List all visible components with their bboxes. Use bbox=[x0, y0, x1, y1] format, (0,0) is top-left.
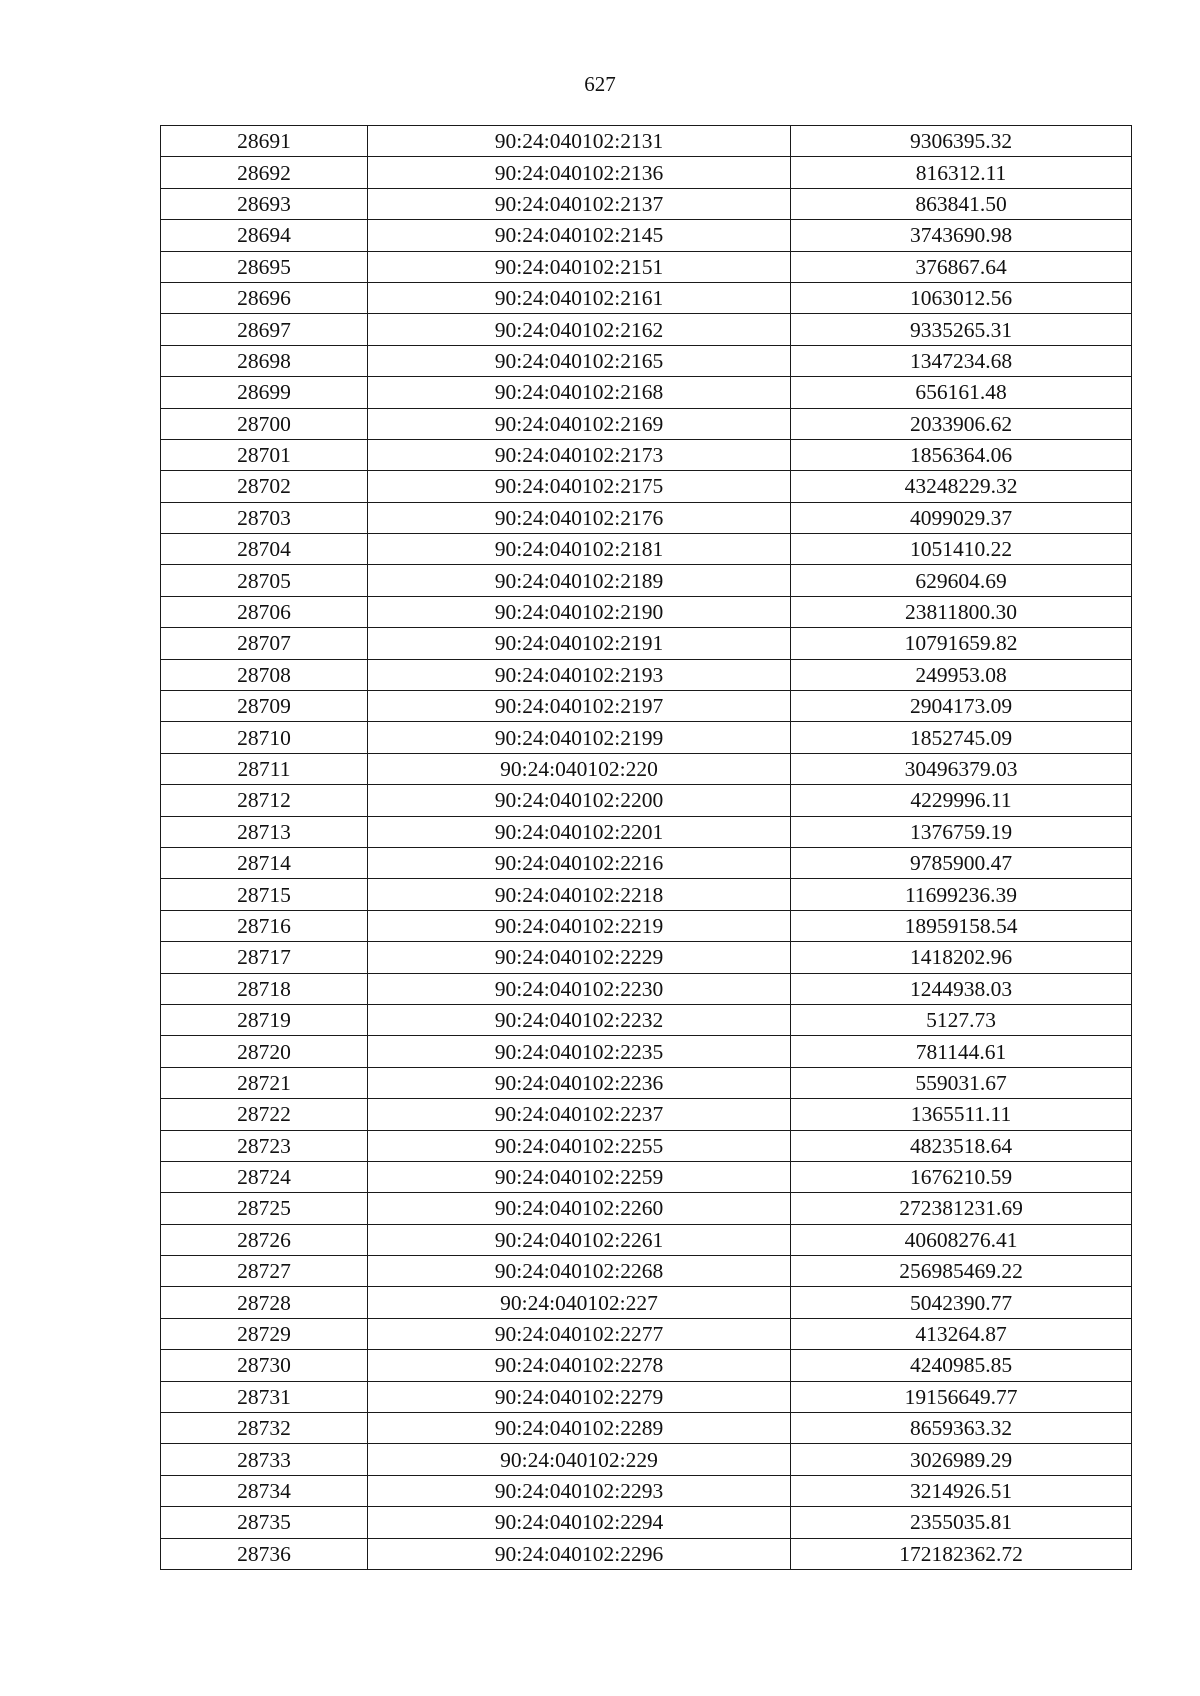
cadastral-number-cell: 90:24:040102:2293 bbox=[368, 1475, 791, 1506]
cadastral-number-cell: 90:24:040102:2268 bbox=[368, 1256, 791, 1287]
cadastral-value-cell: 1365511.11 bbox=[791, 1099, 1132, 1130]
cadastral-number-cell: 90:24:040102:2193 bbox=[368, 659, 791, 690]
row-number-cell: 28707 bbox=[161, 628, 368, 659]
row-number-cell: 28697 bbox=[161, 314, 368, 345]
table-row bbox=[161, 1067, 1132, 1098]
table-row bbox=[161, 628, 1132, 659]
row-number-cell: 28708 bbox=[161, 659, 368, 690]
table-row bbox=[161, 847, 1132, 878]
row-number-cell: 28696 bbox=[161, 282, 368, 313]
table-row bbox=[161, 1193, 1132, 1224]
table-row bbox=[161, 910, 1132, 941]
row-number-cell: 28716 bbox=[161, 910, 368, 941]
row-number-cell: 28736 bbox=[161, 1538, 368, 1569]
row-number-cell: 28735 bbox=[161, 1507, 368, 1538]
table-row bbox=[161, 188, 1132, 219]
cadastral-number-cell: 90:24:040102:2197 bbox=[368, 691, 791, 722]
cadastral-number-cell: 90:24:040102:2260 bbox=[368, 1193, 791, 1224]
cadastral-number-cell: 90:24:040102:2161 bbox=[368, 282, 791, 313]
row-number-cell: 28703 bbox=[161, 502, 368, 533]
row-number-cell: 28726 bbox=[161, 1224, 368, 1255]
cadastral-number-cell: 90:24:040102:2218 bbox=[368, 879, 791, 910]
cadastral-number-cell: 90:24:040102:2199 bbox=[368, 722, 791, 753]
cadastral-number-cell: 90:24:040102:2232 bbox=[368, 1004, 791, 1035]
cadastral-value-cell: 1418202.96 bbox=[791, 942, 1132, 973]
cadastral-value-cell: 4099029.37 bbox=[791, 502, 1132, 533]
row-number-cell: 28718 bbox=[161, 973, 368, 1004]
table-row bbox=[161, 157, 1132, 188]
cadastral-value-cell: 9785900.47 bbox=[791, 847, 1132, 878]
table-row bbox=[161, 785, 1132, 816]
table-row bbox=[161, 408, 1132, 439]
table-row bbox=[161, 471, 1132, 502]
cadastral-number-cell: 90:24:040102:2181 bbox=[368, 534, 791, 565]
cadastral-number-cell: 90:24:040102:2289 bbox=[368, 1413, 791, 1444]
cadastral-number-cell: 90:24:040102:2230 bbox=[368, 973, 791, 1004]
table-row bbox=[161, 1413, 1132, 1444]
cadastral-number-cell: 90:24:040102:229 bbox=[368, 1444, 791, 1475]
table-body bbox=[161, 126, 1132, 1570]
cadastral-number-cell: 90:24:040102:2278 bbox=[368, 1350, 791, 1381]
cadastral-value-cell: 1347234.68 bbox=[791, 345, 1132, 376]
row-number-cell: 28699 bbox=[161, 377, 368, 408]
row-number-cell: 28693 bbox=[161, 188, 368, 219]
row-number-cell: 28717 bbox=[161, 942, 368, 973]
cadastral-value-cell: 4823518.64 bbox=[791, 1130, 1132, 1161]
table-row bbox=[161, 439, 1132, 470]
row-number-cell: 28695 bbox=[161, 251, 368, 282]
table-row bbox=[161, 1130, 1132, 1161]
row-number-cell: 28729 bbox=[161, 1318, 368, 1349]
table-row bbox=[161, 502, 1132, 533]
table-row bbox=[161, 534, 1132, 565]
row-number-cell: 28721 bbox=[161, 1067, 368, 1098]
table-row bbox=[161, 1036, 1132, 1067]
cadastral-number-cell: 90:24:040102:2190 bbox=[368, 596, 791, 627]
table-row bbox=[161, 1004, 1132, 1035]
table-row bbox=[161, 816, 1132, 847]
cadastral-value-cell: 30496379.03 bbox=[791, 753, 1132, 784]
cadastral-value-cell: 3214926.51 bbox=[791, 1475, 1132, 1506]
table-row bbox=[161, 377, 1132, 408]
cadastral-number-cell: 90:24:040102:2145 bbox=[368, 220, 791, 251]
cadastral-number-cell: 90:24:040102:2255 bbox=[368, 1130, 791, 1161]
cadastral-number-cell: 90:24:040102:2189 bbox=[368, 565, 791, 596]
row-number-cell: 28711 bbox=[161, 753, 368, 784]
cadastral-value-cell: 413264.87 bbox=[791, 1318, 1132, 1349]
row-number-cell: 28702 bbox=[161, 471, 368, 502]
row-number-cell: 28692 bbox=[161, 157, 368, 188]
table-row bbox=[161, 251, 1132, 282]
cadastral-value-cell: 11699236.39 bbox=[791, 879, 1132, 910]
table-row bbox=[161, 1444, 1132, 1475]
table-row bbox=[161, 879, 1132, 910]
cadastral-value-cell: 2355035.81 bbox=[791, 1507, 1132, 1538]
page-number: 627 bbox=[584, 72, 616, 96]
table-row bbox=[161, 1099, 1132, 1130]
row-number-cell: 28710 bbox=[161, 722, 368, 753]
cadastral-number-cell: 90:24:040102:2216 bbox=[368, 847, 791, 878]
cadastral-number-cell: 90:24:040102:2259 bbox=[368, 1161, 791, 1192]
cadastral-number-cell: 90:24:040102:2296 bbox=[368, 1538, 791, 1569]
cadastral-value-cell: 1051410.22 bbox=[791, 534, 1132, 565]
cadastral-number-cell: 90:24:040102:2162 bbox=[368, 314, 791, 345]
table-row bbox=[161, 1256, 1132, 1287]
cadastral-number-cell: 90:24:040102:2236 bbox=[368, 1067, 791, 1098]
cadastral-number-cell: 90:24:040102:2277 bbox=[368, 1318, 791, 1349]
cadastral-number-cell: 90:24:040102:2294 bbox=[368, 1507, 791, 1538]
row-number-cell: 28698 bbox=[161, 345, 368, 376]
row-number-cell: 28722 bbox=[161, 1099, 368, 1130]
table-row bbox=[161, 565, 1132, 596]
row-number-cell: 28714 bbox=[161, 847, 368, 878]
table-row bbox=[161, 722, 1132, 753]
cadastral-number-cell: 90:24:040102:2219 bbox=[368, 910, 791, 941]
cadastral-value-cell: 559031.67 bbox=[791, 1067, 1132, 1098]
table-row bbox=[161, 753, 1132, 784]
table-row bbox=[161, 314, 1132, 345]
table-row bbox=[161, 1350, 1132, 1381]
row-number-cell: 28704 bbox=[161, 534, 368, 565]
row-number-cell: 28734 bbox=[161, 1475, 368, 1506]
cadastral-value-cell: 9335265.31 bbox=[791, 314, 1132, 345]
cadastral-value-cell: 4240985.85 bbox=[791, 1350, 1132, 1381]
cadastral-value-cell: 172182362.72 bbox=[791, 1538, 1132, 1569]
cadastral-number-cell: 90:24:040102:2173 bbox=[368, 439, 791, 470]
cadastral-number-cell: 90:24:040102:2175 bbox=[368, 471, 791, 502]
cadastral-value-cell: 1852745.09 bbox=[791, 722, 1132, 753]
cadastral-value-cell: 9306395.32 bbox=[791, 126, 1132, 157]
row-number-cell: 28728 bbox=[161, 1287, 368, 1318]
row-number-cell: 28727 bbox=[161, 1256, 368, 1287]
cadastral-value-cell: 1376759.19 bbox=[791, 816, 1132, 847]
cadastral-number-cell: 90:24:040102:2137 bbox=[368, 188, 791, 219]
row-number-cell: 28731 bbox=[161, 1381, 368, 1412]
row-number-cell: 28733 bbox=[161, 1444, 368, 1475]
row-number-cell: 28691 bbox=[161, 126, 368, 157]
row-number-cell: 28705 bbox=[161, 565, 368, 596]
table-row bbox=[161, 942, 1132, 973]
cadastral-value-cell: 3026989.29 bbox=[791, 1444, 1132, 1475]
table-row bbox=[161, 973, 1132, 1004]
cadastral-number-cell: 90:24:040102:2151 bbox=[368, 251, 791, 282]
row-number-cell: 28723 bbox=[161, 1130, 368, 1161]
row-number-cell: 28730 bbox=[161, 1350, 368, 1381]
row-number-cell: 28709 bbox=[161, 691, 368, 722]
cadastral-value-cell: 816312.11 bbox=[791, 157, 1132, 188]
cadastral-number-cell: 90:24:040102:2237 bbox=[368, 1099, 791, 1130]
cadastral-value-cell: 863841.50 bbox=[791, 188, 1132, 219]
row-number-cell: 28713 bbox=[161, 816, 368, 847]
row-number-cell: 28724 bbox=[161, 1161, 368, 1192]
cadastral-number-cell: 90:24:040102:2136 bbox=[368, 157, 791, 188]
table-row bbox=[161, 1224, 1132, 1255]
cadastral-value-cell: 1244938.03 bbox=[791, 973, 1132, 1004]
row-number-cell: 28732 bbox=[161, 1413, 368, 1444]
row-number-cell: 28700 bbox=[161, 408, 368, 439]
row-number-cell: 28725 bbox=[161, 1193, 368, 1224]
cadastral-number-cell: 90:24:040102:2261 bbox=[368, 1224, 791, 1255]
cadastral-number-cell: 90:24:040102:2279 bbox=[368, 1381, 791, 1412]
row-number-cell: 28715 bbox=[161, 879, 368, 910]
cadastral-number-cell: 90:24:040102:2131 bbox=[368, 126, 791, 157]
table-row bbox=[161, 126, 1132, 157]
cadastral-number-cell: 90:24:040102:2165 bbox=[368, 345, 791, 376]
table-row bbox=[161, 1161, 1132, 1192]
cadastral-value-cell: 8659363.32 bbox=[791, 1413, 1132, 1444]
row-number-cell: 28719 bbox=[161, 1004, 368, 1035]
cadastral-number-cell: 90:24:040102:2168 bbox=[368, 377, 791, 408]
cadastral-value-cell: 2904173.09 bbox=[791, 691, 1132, 722]
cadastral-number-cell: 90:24:040102:2229 bbox=[368, 942, 791, 973]
cadastral-value-cell: 18959158.54 bbox=[791, 910, 1132, 941]
table-row bbox=[161, 1507, 1132, 1538]
table-row bbox=[161, 691, 1132, 722]
row-number-cell: 28706 bbox=[161, 596, 368, 627]
cadastral-number-cell: 90:24:040102:2191 bbox=[368, 628, 791, 659]
cadastral-value-cell: 43248229.32 bbox=[791, 471, 1132, 502]
cadastral-number-cell: 90:24:040102:227 bbox=[368, 1287, 791, 1318]
cadastral-number-cell: 90:24:040102:2176 bbox=[368, 502, 791, 533]
cadastral-value-cell: 1856364.06 bbox=[791, 439, 1132, 470]
row-number-cell: 28701 bbox=[161, 439, 368, 470]
cadastral-value-cell: 376867.64 bbox=[791, 251, 1132, 282]
table-row bbox=[161, 1475, 1132, 1506]
cadastral-value-cell: 656161.48 bbox=[791, 377, 1132, 408]
cadastral-number-cell: 90:24:040102:2235 bbox=[368, 1036, 791, 1067]
table-row bbox=[161, 282, 1132, 313]
table-row bbox=[161, 596, 1132, 627]
cadastral-value-cell: 629604.69 bbox=[791, 565, 1132, 596]
cadastral-number-cell: 90:24:040102:2201 bbox=[368, 816, 791, 847]
table-row bbox=[161, 1287, 1132, 1318]
table-row bbox=[161, 1538, 1132, 1569]
cadastral-value-cell: 2033906.62 bbox=[791, 408, 1132, 439]
cadastral-value-cell: 256985469.22 bbox=[791, 1256, 1132, 1287]
cadastral-value-cell: 1063012.56 bbox=[791, 282, 1132, 313]
cadastral-value-cell: 23811800.30 bbox=[791, 596, 1132, 627]
cadastral-value-cell: 781144.61 bbox=[791, 1036, 1132, 1067]
cadastral-value-cell: 19156649.77 bbox=[791, 1381, 1132, 1412]
cadastral-number-cell: 90:24:040102:2169 bbox=[368, 408, 791, 439]
cadastral-number-cell: 90:24:040102:220 bbox=[368, 753, 791, 784]
row-number-cell: 28694 bbox=[161, 220, 368, 251]
cadastral-value-cell: 272381231.69 bbox=[791, 1193, 1132, 1224]
cadastral-value-cell: 3743690.98 bbox=[791, 220, 1132, 251]
cadastral-value-cell: 4229996.11 bbox=[791, 785, 1132, 816]
table-row bbox=[161, 659, 1132, 690]
table-row bbox=[161, 1318, 1132, 1349]
cadastral-value-cell: 5042390.77 bbox=[791, 1287, 1132, 1318]
cadastral-value-cell: 10791659.82 bbox=[791, 628, 1132, 659]
table-row bbox=[161, 345, 1132, 376]
table-row bbox=[161, 1381, 1132, 1412]
row-number-cell: 28720 bbox=[161, 1036, 368, 1067]
cadastral-value-cell: 5127.73 bbox=[791, 1004, 1132, 1035]
cadastral-value-cell: 1676210.59 bbox=[791, 1161, 1132, 1192]
table-row bbox=[161, 220, 1132, 251]
row-number-cell: 28712 bbox=[161, 785, 368, 816]
cadastral-number-cell: 90:24:040102:2200 bbox=[368, 785, 791, 816]
cadastral-value-cell: 40608276.41 bbox=[791, 1224, 1132, 1255]
cadastral-value-cell: 249953.08 bbox=[791, 659, 1132, 690]
cadastral-value-table bbox=[160, 125, 1132, 1570]
